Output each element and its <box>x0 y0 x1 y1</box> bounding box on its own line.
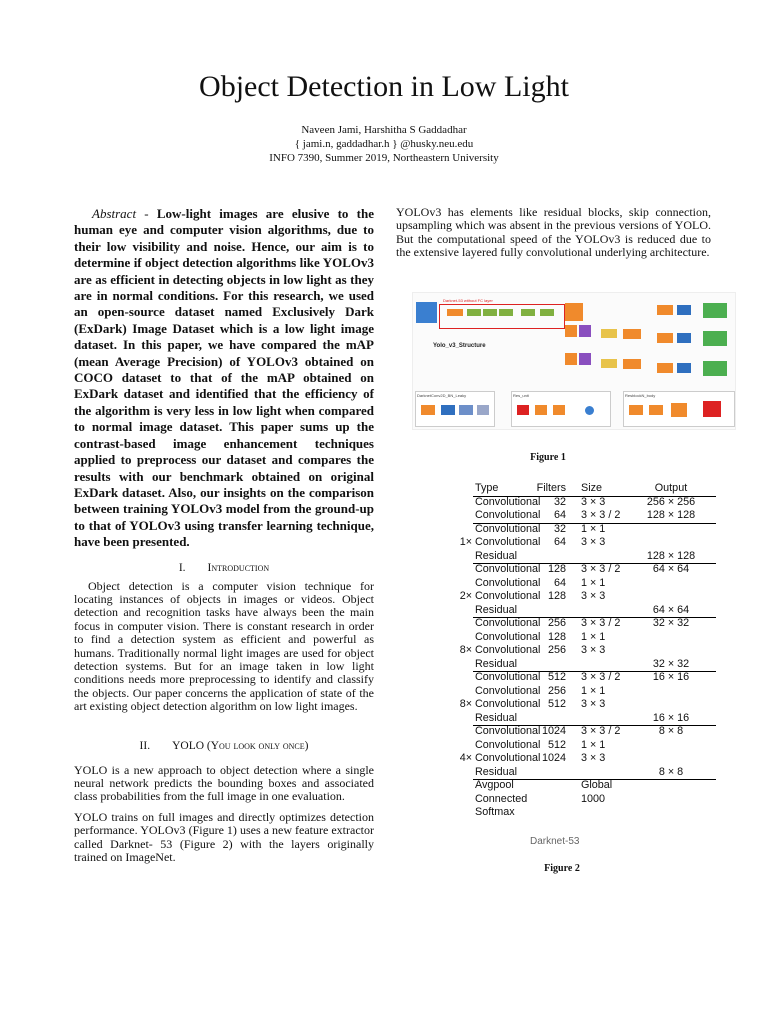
section-heading-yolo <box>74 740 374 752</box>
res-block <box>467 309 481 316</box>
table-row <box>446 604 716 618</box>
repeat-count: 8× <box>459 644 472 656</box>
layer-type: Residual <box>475 603 518 616</box>
table-rule <box>473 671 716 672</box>
structure-label: Yolo_v3_Structure <box>433 343 486 349</box>
yolo-paragraph-1: YOLO is a new approach to object detection where a single neural network predicts the bounding boxes and associated class probabilities from the full image in one evaluation. <box>74 762 374 804</box>
table-row <box>446 806 716 820</box>
repeat-count: 2× <box>459 590 472 602</box>
yolov3-paragraph: YOLOv3 has elements like residual blocks, skip connection, upsampling which was absent in the previous versions of YOLO. But the computational speed of the YOLOv3 is reduced due to the extensive layered fully convolutional underlying architecture. <box>396 205 711 260</box>
size-cell: 3 × 3 / 2 <box>581 509 621 521</box>
layer-type: Convolutional <box>475 644 541 656</box>
size-cell: 3 × 3 <box>581 752 606 764</box>
section-heading-introduction <box>74 562 374 574</box>
table-row <box>446 631 716 645</box>
dbl-block <box>657 305 673 315</box>
res-unit-stack <box>703 401 721 417</box>
table-rule <box>473 563 716 564</box>
table-row <box>446 617 716 631</box>
layer-type: Convolutional <box>475 509 541 521</box>
output-cell: 128 × 128 <box>646 509 696 521</box>
table-row <box>446 496 716 510</box>
layer-type: Convolutional <box>475 563 541 575</box>
dbl-block <box>671 403 687 417</box>
size-cell: 3 × 3 / 2 <box>581 617 621 629</box>
size-cell: 3 × 3 <box>581 495 606 508</box>
output-cell: 256 × 256 <box>646 495 696 508</box>
output-cell: 64 × 64 <box>652 563 690 575</box>
table-header-row <box>446 482 716 496</box>
dbl-block <box>565 303 583 321</box>
output-cell: 8 × 8 <box>658 765 684 778</box>
output-y1-block <box>703 303 727 318</box>
res-block <box>521 309 535 316</box>
upsample-block <box>579 325 591 337</box>
darknet53-table <box>446 482 716 820</box>
layer-type: Avgpool <box>475 779 514 791</box>
filters-cell: 512 <box>547 738 566 751</box>
res-block <box>483 309 497 316</box>
res-block <box>499 309 513 316</box>
leaky-relu-block <box>477 405 489 415</box>
table-row <box>446 766 716 780</box>
size-cell: 3 × 3 <box>581 698 606 710</box>
header-filters: Filters <box>536 482 566 494</box>
output-cell: 64 × 64 <box>652 603 690 616</box>
table-row <box>446 550 716 564</box>
input-image-block <box>416 302 437 323</box>
conv-block <box>677 333 691 343</box>
conv-block <box>441 405 455 415</box>
table-row <box>446 523 716 537</box>
add-node <box>585 406 594 415</box>
size-cell: 3 × 3 / 2 <box>581 671 621 683</box>
layer-type: Convolutional <box>475 698 541 710</box>
table-row <box>446 779 716 793</box>
paper-title: Object Detection in Low Light <box>199 70 569 103</box>
darknet-backbone-frame <box>439 304 565 329</box>
table-rule <box>473 617 716 618</box>
filters-cell: 512 <box>547 671 566 683</box>
layer-type: Convolutional <box>475 590 541 602</box>
abstract-label: Abstract <box>92 206 137 221</box>
size-cell: 1 × 1 <box>581 576 606 589</box>
filters-cell: 1024 <box>541 725 566 737</box>
size-cell: 1 × 1 <box>581 738 606 751</box>
layer-type: Residual <box>475 765 518 778</box>
filters-cell: 128 <box>547 630 566 643</box>
output-y3-block <box>703 361 727 376</box>
concat-block <box>601 359 617 368</box>
dbl-block <box>623 359 641 369</box>
table-row <box>446 658 716 672</box>
abstract <box>74 206 374 551</box>
size-cell: 1 × 1 <box>581 522 606 535</box>
size-cell: Global <box>581 779 613 791</box>
section-title: Introduction <box>207 561 270 574</box>
table-body <box>446 496 716 820</box>
table-row <box>446 536 716 550</box>
table-row <box>446 577 716 591</box>
abstract-dash: - <box>144 206 149 221</box>
figure-1-architecture-diagram <box>412 292 736 430</box>
table-row <box>446 509 716 523</box>
layer-type: Convolutional <box>475 522 541 535</box>
res-block <box>540 309 554 316</box>
layer-type: Residual <box>475 657 518 670</box>
layer-type: Residual <box>475 549 518 562</box>
dbl-block <box>657 333 673 343</box>
filters-cell: 256 <box>547 684 566 697</box>
author-names: Naveen Jami, Harshitha S Gaddadhar <box>301 124 467 136</box>
section-number: II. <box>139 739 151 752</box>
figure-2-caption: Figure 2 <box>544 863 580 874</box>
conv-block <box>677 305 691 315</box>
output-cell: 128 × 128 <box>646 549 696 562</box>
size-cell: 1 × 1 <box>581 684 606 697</box>
dbl-block <box>421 405 435 415</box>
zero-padding-block <box>629 405 643 415</box>
table-rule <box>473 523 716 524</box>
figure-2-subtitle: Darknet-53 <box>530 836 580 847</box>
yolo-paragraph-2: YOLO trains on full images and directly optimizes detection performance. YOLOv3 (Figure 1) uses a new feature extractor called Darknet- 53 (Figure 2) with the layers originally trained on ImageNet. <box>74 809 374 865</box>
abstract-text: Low-light images are elusive to the human eye and computer vision algorithms, due to their low visibility and noise. Hence, our aim is to determine if object detection algorithms like YOLOv3 are as efficient in detecting objects in low light as they are in normal conditions. For this research, we used an open-source dataset named Exclusively Dark (ExDark) Image Dataset which is a low light image dataset. In this paper, we have compared the mAP (mean Average Precision) of YOLOv3 obtained on COCO dataset to that of the mAP obtained on ExDark dataset and identified that the efficiency of the algorithm is very less in low light when compared to normal image dataset. This paper sums up the contrast-based image enhancement techniques applied to preprocess our dataset and compares the results with our benchmark obtained on original ExDark dataset. Also, our insights on the comparison between training YOLOv3 model from the ground-up to that of YOLOv3 using transfer learning technique, have been presented. <box>74 206 374 550</box>
dbl-block <box>553 405 565 415</box>
table-row <box>446 590 716 604</box>
size-cell: 3 × 3 <box>581 536 606 548</box>
table-row <box>446 644 716 658</box>
layer-type: Convolutional <box>475 617 541 629</box>
table-rule <box>473 779 716 780</box>
figure-1-caption: Figure 1 <box>530 452 566 463</box>
output-cell: 16 × 16 <box>652 671 690 683</box>
filters-cell: 64 <box>553 576 566 589</box>
dbl-block <box>657 363 673 373</box>
concat-block <box>601 329 617 338</box>
filters-cell: 32 <box>553 522 566 535</box>
filters-cell: 128 <box>547 563 566 575</box>
output-cell: 32 × 32 <box>652 617 690 629</box>
author-emails: { jami.n, gaddadhar.h } @husky.neu.edu <box>294 138 474 150</box>
output-y2-block <box>703 331 727 346</box>
header-type: Type <box>475 482 499 494</box>
section-number: I. <box>178 561 186 574</box>
right-column <box>396 206 711 260</box>
layer-type: Convolutional <box>475 725 541 737</box>
table-row <box>446 793 716 807</box>
left-column <box>74 206 374 864</box>
layer-type: Residual <box>475 711 518 724</box>
dbl-block <box>623 329 641 339</box>
darknet-banner: Darknet-53 without FC layer <box>443 298 493 303</box>
table-row <box>446 671 716 685</box>
dbl-block <box>649 405 663 415</box>
filters-cell: 128 <box>547 590 566 602</box>
introduction-paragraph: Object detection is a computer vision technique for locating instances of objects in images or videos. Object detection and recognition tasks have always been the main focus in computer vision. There is constant research in order to find a detection system as efficient and powerful as humans. Traditionally normal light images are used for object detection systems. But for an image taken in low light conditions needs more preprocessing to identify and classify the objects. Our paper concerns the application of state of the art existing object detection algorithm on low light images. <box>74 578 374 714</box>
table-row <box>446 739 716 753</box>
size-cell: 1000 <box>581 792 606 805</box>
dbl-block <box>535 405 547 415</box>
layer-type: Convolutional <box>475 536 541 548</box>
output-cell: 8 × 8 <box>658 725 684 737</box>
dbl-block <box>565 353 577 365</box>
size-cell: 1 × 1 <box>581 630 606 643</box>
layer-type: Convolutional <box>475 738 541 751</box>
author-affiliation: INFO 7390, Summer 2019, Northeastern University <box>269 152 499 164</box>
repeat-count: 8× <box>459 698 472 710</box>
filters-cell: 1024 <box>541 752 566 764</box>
res-unit-block <box>517 405 529 415</box>
layer-type: Convolutional <box>475 752 541 764</box>
table-row <box>446 712 716 726</box>
table-row <box>446 685 716 699</box>
output-cell: 32 × 32 <box>652 657 690 670</box>
table-row <box>446 725 716 739</box>
layer-type: Convolutional <box>475 576 541 589</box>
dbl-block <box>447 309 463 316</box>
layer-type: Convolutional <box>475 671 541 683</box>
layer-type: Convolutional <box>475 630 541 643</box>
filters-cell: 256 <box>547 644 566 656</box>
header-output: Output <box>654 482 688 494</box>
filters-cell: 256 <box>547 617 566 629</box>
table-rule <box>473 725 716 726</box>
layer-type: Convolutional <box>475 684 541 697</box>
output-cell: 16 × 16 <box>652 711 690 724</box>
size-cell: 3 × 3 <box>581 590 606 602</box>
dbl-panel-label: DarknetConv2D_BN_Leaky <box>417 393 467 398</box>
author-block <box>0 123 768 165</box>
section-title: YOLO (You look only once) <box>172 739 309 752</box>
res-unit-panel-label: Res_unit <box>513 393 529 398</box>
table-row <box>446 698 716 712</box>
conv-block <box>677 363 691 373</box>
filters-cell: 512 <box>547 698 566 710</box>
table-row <box>446 563 716 577</box>
repeat-count: 4× <box>459 752 472 764</box>
size-cell: 3 × 3 / 2 <box>581 725 621 737</box>
resblock-panel-label: ResblockN_body <box>625 393 656 398</box>
layer-type: Connected <box>475 792 528 805</box>
header-size: Size <box>581 482 603 494</box>
size-cell: 3 × 3 <box>581 644 606 656</box>
bn-block <box>459 405 473 415</box>
table-row <box>446 752 716 766</box>
upsample-block <box>579 353 591 365</box>
repeat-count: 1× <box>459 536 472 548</box>
filters-cell: 64 <box>553 536 566 548</box>
size-cell: 3 × 3 / 2 <box>581 563 621 575</box>
layer-type: Softmax <box>475 806 515 818</box>
filters-cell: 32 <box>553 495 566 508</box>
dbl-block <box>565 325 577 337</box>
filters-cell: 64 <box>553 509 566 521</box>
layer-type: Convolutional <box>475 495 541 508</box>
